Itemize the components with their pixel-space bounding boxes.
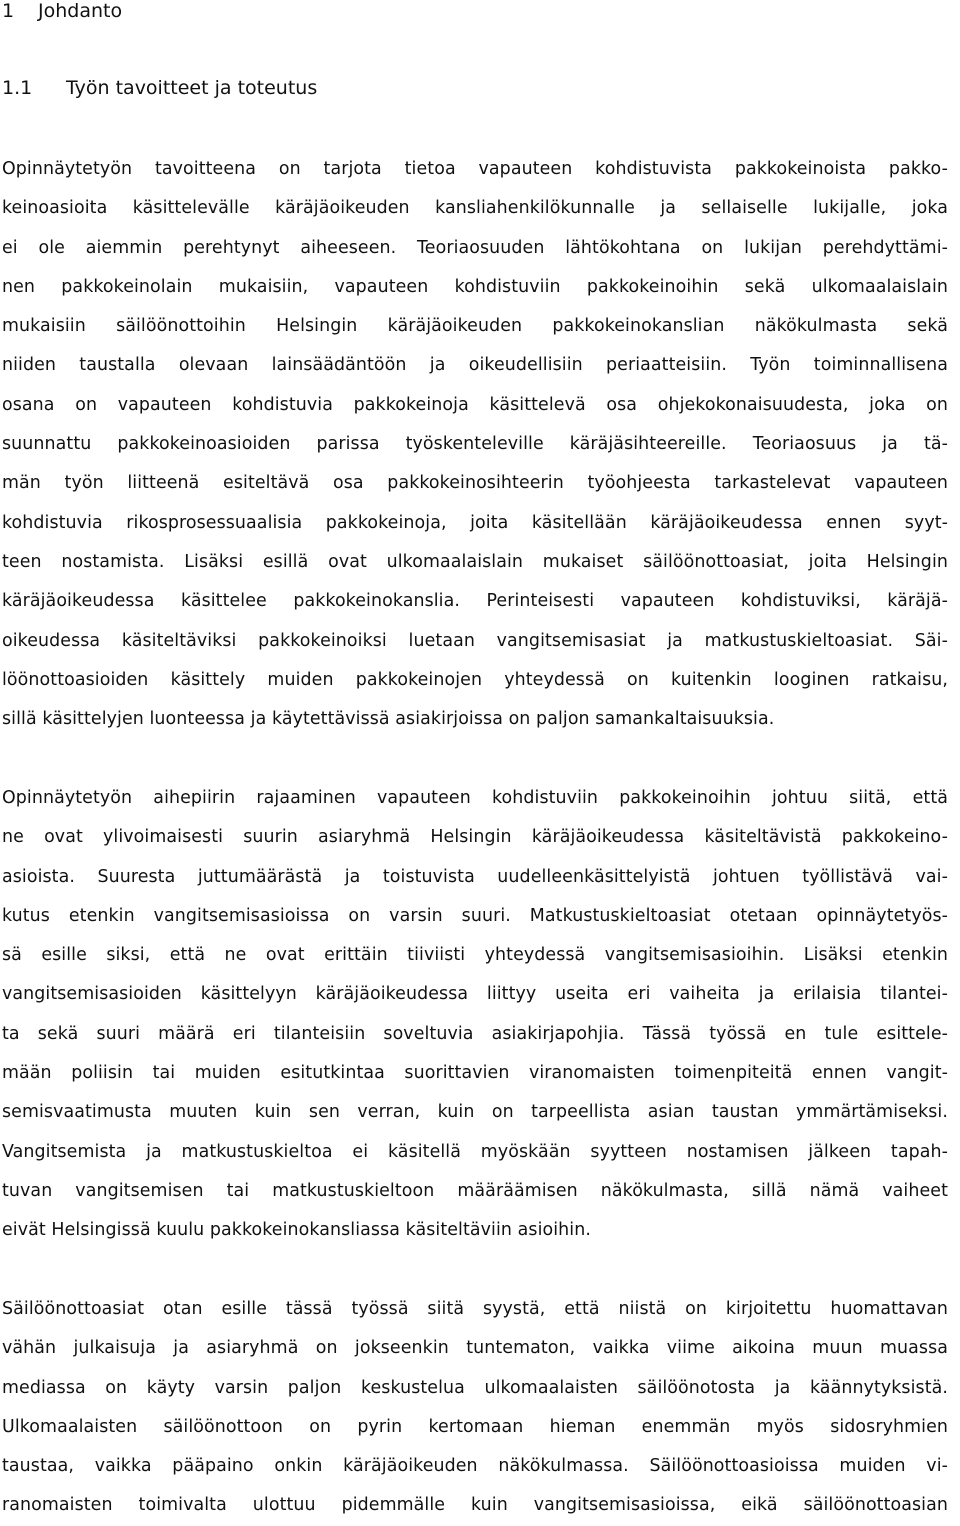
text-line: taustaa, vaikka pääpaino onkin käräjäoikeuden näkökulmassa. Säilöönottoasioissa muiden vi- [2,1456,948,1477]
text-line: nen pakkokeinolain mukaisiin, vapauteen kohdistuviin pakkokeinoihin sekä ulkomaalaislain [2,276,948,297]
text-line: käräjäoikeudessa käsittelee pakkokeinokanslia. Perinteisesti vapauteen kohdistuviksi, käräjä- [2,591,948,612]
text-line: mukaisiin säilöönottoihin Helsingin käräjäoikeuden pakkokeinokanslian näkökulmasta sekä [2,316,948,337]
text-line: ta sekä suuri määrä eri tilanteisiin soveltuvia asiakirjapohjia. Tässä työssä en tule esittele- [2,1023,948,1044]
text-line: män työn liitteenä esiteltävä osa pakkokeinosihteerin työohjeesta tarkastelevat vapauteen [2,473,948,494]
text-line: osana on vapauteen kohdistuvia pakkokeinoja käsittelevä osa ohjekokonaisuudesta, joka on [2,394,948,415]
section-heading [2,77,317,99]
text-line: niiden taustalla olevaan lainsäädäntöön ja oikeudellisiin periaatteisiin. Työn toiminnallisena [2,355,948,376]
text-line: semisvaatimusta muuten kuin sen verran, kuin on tarpeellista asian taustan ymmärtämiseksi. [2,1102,948,1123]
paragraph-2 [2,779,948,1251]
text-line: löönottoasioiden käsittely muiden pakkokeinojen yhteydessä on kuitenkin looginen ratkaisu, [2,669,948,690]
text-line: Opinnäytetyön aihepiirin rajaaminen vapauteen kohdistuviin pakkokeinoihin johtuu siitä, että [2,788,948,808]
chapter-title: Johdanto [38,0,123,22]
paragraph-3 [2,1290,948,1526]
text-line: mediassa on käyty varsin paljon keskustelua ulkomaalaisten säilöönotosta ja käännytyksistä. [2,1377,948,1398]
text-line: kohdistuvia rikosprosessuaalisia pakkokeinoja, joita käsitellään käräjäoikeudessa ennen syyt- [2,512,948,533]
text-line: vangitsemisasioiden käsittelyyn käräjäoikeudessa liittyy useita eri vaiheita ja erilaisia tilantei- [2,984,948,1005]
section-title: Työn tavoitteet ja toteutus [66,77,318,99]
text-line: ranomaisten toimivalta ulottuu pidemmälle kuin vangitsemisasioissa, eikä säilöönottoasian [2,1495,948,1516]
chapter-heading [2,0,122,22]
text-line: ei ole aiemmin perehtynyt aiheeseen. Teoriaosuuden lähtökohtana on lukijan perehdyttämi- [2,237,948,258]
text-line: Opinnäytetyön tavoitteena on tarjota tietoa vapauteen kohdistuvista pakkokeinoista pakko- [2,159,948,179]
text-line: kutus etenkin vangitsemisasioissa on varsin suuri. Matkustuskieltoasiat otetaan opinnäytetyös- [2,905,948,926]
text-line: Säilöönottoasiat otan esille tässä työssä siitä syystä, että niistä on kirjoitettu huomattavan [2,1299,948,1319]
text-line: teen nostamista. Lisäksi esillä ovat ulkomaalaislain mukaiset säilöönottoasiat, joita Helsingin [2,551,948,572]
chapter-number: 1 [2,0,15,22]
text-line: asioista. Suuresta juttumäärästä ja toistuvista uudelleenkäsittelyistä johtuen työllistävä vai- [2,866,948,887]
text-line: oikeudessa käsiteltäviksi pakkokeinoiksi luetaan vangitsemisasiat ja matkustuskieltoasiat. Säi- [2,630,948,651]
text-line: eivät Helsingissä kuulu pakkokeinokansliassa käsiteltäviin asioihin. [2,1220,591,1241]
section-number: 1.1 [2,77,33,99]
text-line: vähän julkaisuja ja asiaryhmä on jokseenkin tuntematon, vaikka viime aikoina muun muassa [2,1338,948,1359]
paragraph-1 [2,150,948,739]
text-line: Ulkomaalaisten säilöönottoon on pyrin kertomaan hieman enemmän myös sidosryhmien [2,1416,948,1437]
text-line: keinoasioita käsittelevälle käräjäoikeuden kansliahenkilökunnalle ja sellaiselle lukijalle, joka [2,198,948,219]
text-line: suunnattu pakkokeinoasioiden parissa työskenteleville käräjäsihteereille. Teoriaosuus ja tä- [2,434,948,455]
text-line: mään poliisin tai muiden esitutkintaa suorittavien viranomaisten toimenpiteitä ennen vangit- [2,1063,948,1084]
text-line: sillä käsittelyjen luonteessa ja käytettävissä asiakirjoissa on paljon samankaltaisuuksia. [2,709,775,730]
text-line: tuvan vangitsemisen tai matkustuskieltoon määräämisen näkökulmasta, sillä nämä vaiheet [2,1180,948,1201]
text-line: ne ovat ylivoimaisesti suurin asiaryhmä Helsingin käräjäoikeudessa käsiteltävistä pakkokeino- [2,827,948,848]
text-line: Vangitsemista ja matkustuskieltoa ei käsitellä myöskään syytteen nostamisen jälkeen tapah- [2,1141,948,1162]
text-line: sä esille siksi, että ne ovat erittäin tiiviisti yhteydessä vangitsemisasioihin. Lisäksi etenkin [2,945,948,966]
